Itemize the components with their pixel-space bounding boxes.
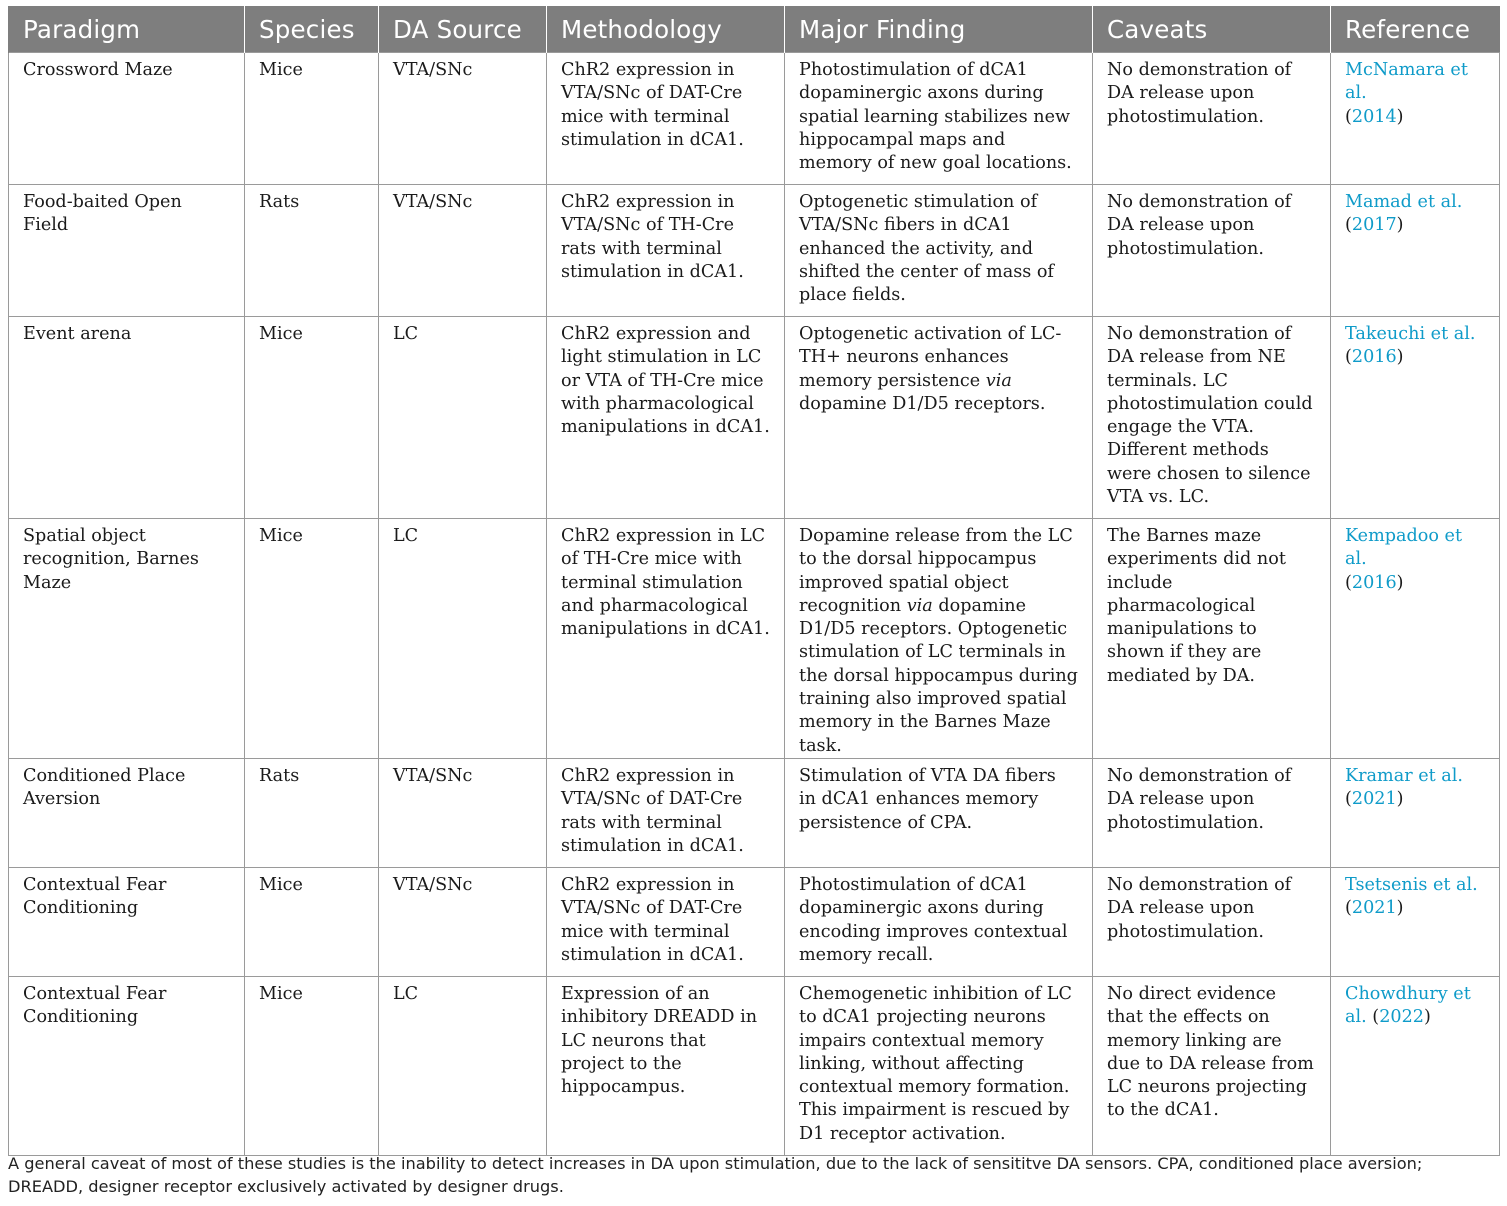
cell-methodology: ChR2 expression in VTA/SNc of DAT-Cre rats with terminal stimulation in dCA1. xyxy=(547,758,785,867)
cell-da-source: VTA/SNc xyxy=(379,867,547,976)
reference-link[interactable]: Kramar et al. xyxy=(1345,765,1464,786)
reference-link[interactable]: Takeuchi et al. xyxy=(1345,324,1476,344)
reference-year-link[interactable]: 2016 xyxy=(1351,572,1397,593)
cell-da-source: LC xyxy=(379,519,547,759)
cell-paradigm: Contextual Fear Conditioning xyxy=(9,976,245,1155)
cell-finding: Optogenetic stimulation of VTA/SNc fibers in dCA1 enhanced the activity, and shifted the center of mass of place fields. xyxy=(785,185,1093,317)
cell-species: Mice xyxy=(245,519,379,759)
cell-reference: Chowdhury et al. (2022) xyxy=(1331,976,1500,1155)
reference-year-link[interactable]: 2022 xyxy=(1379,1007,1424,1028)
cell-methodology: ChR2 expression in VTA/SNc of DAT-Cre mice with terminal stimulation in dCA1. xyxy=(547,867,785,976)
cell-caveats: The Barnes maze experiments did not include pharmacological manipulations to shown if they are mediated by DA. xyxy=(1093,519,1331,759)
reference-link[interactable]: Kempadoo et al. xyxy=(1345,526,1463,570)
cell-reference: Mamad et al. (2017) xyxy=(1331,185,1500,317)
header-paradigm: Paradigm xyxy=(9,6,245,53)
cell-paradigm: Conditioned Place Aversion xyxy=(9,758,245,867)
header-species: Species xyxy=(245,6,379,53)
cell-da-source: LC xyxy=(379,976,547,1155)
table-container xyxy=(8,6,1499,1156)
cell-finding: Photostimulation of dCA1 dopaminergic axons during spatial learning stabilizes new hippocampal maps and memory of new goal locations. xyxy=(785,53,1093,185)
cell-species: Mice xyxy=(245,867,379,976)
cell-species: Rats xyxy=(245,758,379,867)
cell-species: Rats xyxy=(245,185,379,317)
cell-finding: Optogenetic activation of LC-TH+ neurons enhances memory persistence via dopamine D1/D5 receptors. xyxy=(785,317,1093,519)
reference-link[interactable]: Chowdhury et al. xyxy=(1345,983,1471,1028)
cell-caveats: No demonstration of DA release from NE terminals. LC photostimulation could engage the VTA. Different methods were chosen to silence VTA vs. LC. xyxy=(1093,317,1331,519)
header-reference: Reference xyxy=(1331,6,1500,53)
cell-caveats: No demonstration of DA release upon photostimulation. xyxy=(1093,53,1331,185)
reference-link[interactable]: Mamad et al. xyxy=(1345,192,1463,212)
cell-da-source: VTA/SNc xyxy=(379,185,547,317)
cell-species: Mice xyxy=(245,53,379,185)
cell-caveats: No direct evidence that the effects on memory linking are due to DA release from LC neurons projecting to the dCA1. xyxy=(1093,976,1331,1155)
cell-paradigm: Event arena xyxy=(9,317,245,519)
header-methodology: Methodology xyxy=(547,6,785,53)
cell-reference: Takeuchi et al. (2016) xyxy=(1331,317,1500,519)
table-row xyxy=(9,976,1500,1155)
cell-caveats: No demonstration of DA release upon photostimulation. xyxy=(1093,185,1331,317)
cell-species: Mice xyxy=(245,976,379,1155)
table-row xyxy=(9,317,1500,519)
cell-methodology: ChR2 expression in VTA/SNc of TH-Cre rats with terminal stimulation in dCA1. xyxy=(547,185,785,317)
reference-year-link[interactable]: 2021 xyxy=(1351,789,1397,810)
header-da-source: DA Source xyxy=(379,6,547,53)
cell-reference: Tsetsenis et al. (2021) xyxy=(1331,867,1500,976)
reference-year-link[interactable]: 2021 xyxy=(1351,898,1397,919)
header-row xyxy=(9,6,1500,53)
cell-reference: Kempadoo et al. (2016) xyxy=(1331,519,1500,759)
header-caveats: Caveats xyxy=(1093,6,1331,53)
table-row xyxy=(9,758,1500,867)
cell-caveats: No demonstration of DA release upon photostimulation. xyxy=(1093,867,1331,976)
reference-link[interactable]: McNamara et al. xyxy=(1345,60,1468,104)
cell-finding: Dopamine release from the LC to the dorsal hippocampus improved spatial object recognition via dopamine D1/D5 receptors. Optogenetic stimulation of LC terminals in the dorsal hippocampus during training also improved spatial memory in the Barnes Maze task. xyxy=(785,519,1093,759)
table-row xyxy=(9,867,1500,976)
cell-methodology: ChR2 expression in LC of TH-Cre mice with terminal stimulation and pharmacological manipulations in dCA1. xyxy=(547,519,785,759)
reference-year-link[interactable]: 2016 xyxy=(1351,347,1397,368)
cell-caveats: No demonstration of DA release upon photostimulation. xyxy=(1093,758,1331,867)
cell-finding: Chemogenetic inhibition of LC to dCA1 projecting neurons impairs contextual memory linking, without affecting contextual memory formation. This impairment is rescued by D1 receptor activation. xyxy=(785,976,1093,1155)
reference-link[interactable]: Tsetsenis et al. xyxy=(1345,874,1478,895)
table-row xyxy=(9,519,1500,759)
cell-paradigm: Spatial object recognition, Barnes Maze xyxy=(9,519,245,759)
reference-year-link[interactable]: 2017 xyxy=(1351,215,1397,236)
cell-finding: Photostimulation of dCA1 dopaminergic axons during encoding improves contextual memory recall. xyxy=(785,867,1093,976)
cell-da-source: LC xyxy=(379,317,547,519)
table-footnote: A general caveat of most of these studies is the inability to detect increases in DA upon stimulation, due to the lack of sensititve DA sensors. CPA, conditioned place aversion; DREADD, designer receptor exclusively activated by designer drugs. xyxy=(8,1154,1423,1196)
cell-species: Mice xyxy=(245,317,379,519)
cell-paradigm: Contextual Fear Conditioning xyxy=(9,867,245,976)
cell-reference: McNamara et al. (2014) xyxy=(1331,53,1500,185)
table-row xyxy=(9,53,1500,185)
cell-methodology: ChR2 expression and light stimulation in LC or VTA of TH-Cre mice with pharmacological manipulations in dCA1. xyxy=(547,317,785,519)
cell-reference: Kramar et al. (2021) xyxy=(1331,758,1500,867)
cell-da-source: VTA/SNc xyxy=(379,758,547,867)
cell-methodology: ChR2 expression in VTA/SNc of DAT-Cre mice with terminal stimulation in dCA1. xyxy=(547,53,785,185)
studies-table xyxy=(8,6,1500,1156)
reference-year-link[interactable]: 2014 xyxy=(1351,106,1397,127)
header-major-finding: Major Finding xyxy=(785,6,1093,53)
table-row xyxy=(9,185,1500,317)
cell-da-source: VTA/SNc xyxy=(379,53,547,185)
cell-paradigm: Food-baited Open Field xyxy=(9,185,245,317)
cell-methodology: Expression of an inhibitory DREADD in LC neurons that project to the hippocampus. xyxy=(547,976,785,1155)
cell-finding: Stimulation of VTA DA fibers in dCA1 enhances memory persistence of CPA. xyxy=(785,758,1093,867)
cell-paradigm: Crossword Maze xyxy=(9,53,245,185)
